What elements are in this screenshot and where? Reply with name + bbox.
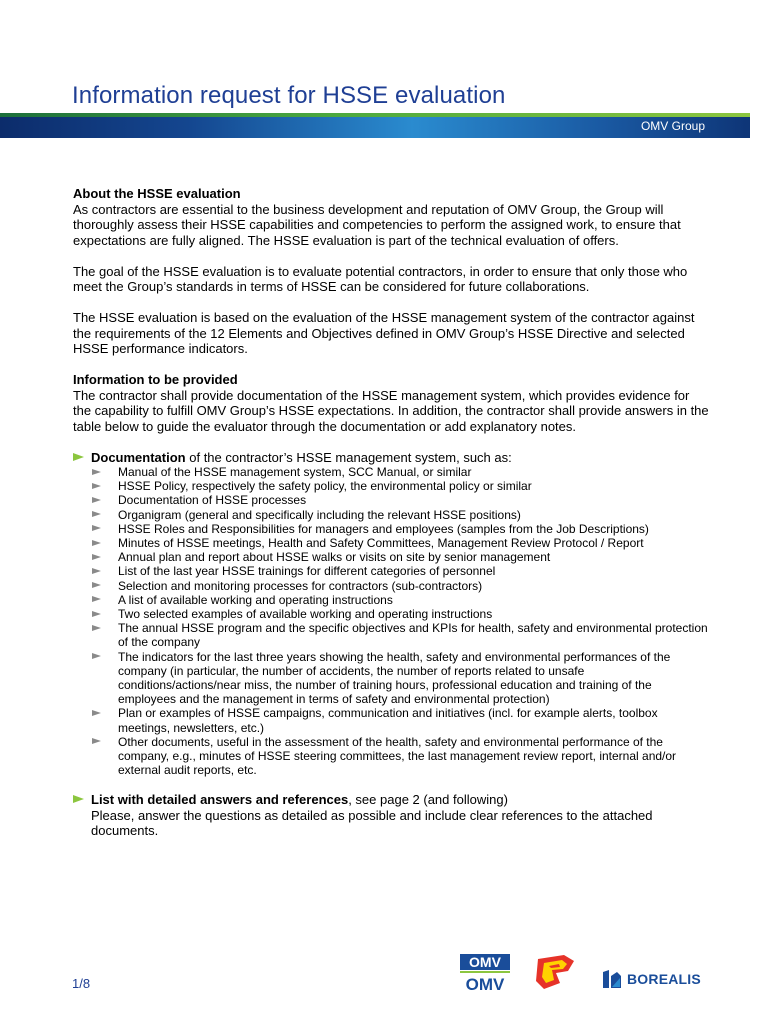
documentation-list — [91, 465, 709, 777]
grey-arrow-icon — [92, 568, 101, 574]
omv-logo — [458, 952, 512, 992]
documentation-list-item — [118, 650, 709, 707]
green-arrow-icon — [73, 453, 84, 461]
documentation-item-text: HSSE Policy, respectively the safety policy, the environmental policy or similar — [118, 479, 532, 494]
documentation-item-text: List of the last year HSSE trainings for different categories of personnel — [118, 564, 496, 579]
about-heading: About the HSSE evaluation — [73, 186, 241, 201]
documentation-item-text: Organigram (general and specifically including the relevant HSSE positions) — [118, 507, 521, 522]
header-blue-band — [0, 117, 750, 138]
documentation-list-item — [118, 706, 709, 734]
documentation-list-item — [118, 536, 709, 550]
answers-note: Please, answer the questions as detailed as possible and include clear references to the attached documents. — [91, 807, 653, 839]
about-paragraph-2: The goal of the HSSE evaluation is to evaluate potential contractors, in order to ensure that only those who meet the Group’s standards in terms of HSSE can be considered for future collaborations. — [73, 263, 688, 294]
answers-rest: , see page 2 (and following) — [348, 792, 508, 808]
grey-arrow-icon — [92, 582, 101, 588]
omv-logo-bottom-text: OMV — [465, 975, 505, 992]
info-paragraph: The contractor shall provide documentation of the HSSE management system, which provides evidence for the capability to fulfill OMV Group’s HSSE expectations. In addition, the contractor shall provide answers in the table below to guide the evaluator through the documentation or add explanatory notes. — [73, 387, 709, 434]
documentation-item-text: A list of available working and operating instructions — [118, 592, 393, 607]
documentation-item-text: HSSE Roles and Responsibilities for managers and employees (samples from the Job Descriptions) — [118, 521, 649, 536]
documentation-item-text: Other documents, useful in the assessment of the health, safety and environmental performance of the company, e.g., minutes of HSSE steering committees, the last management review report, internal and/or external audit reports, etc. — [118, 734, 677, 778]
grey-arrow-icon — [92, 497, 101, 503]
omv-logo-top-text: OMV — [469, 954, 501, 970]
grey-arrow-icon — [92, 596, 101, 602]
documentation-list-item — [118, 593, 709, 607]
answers-intro — [91, 792, 709, 808]
group-label: OMV Group — [640, 119, 705, 133]
documentation-list-item — [118, 621, 709, 649]
about-paragraph-3: The HSSE evaluation is based on the evaluation of the HSSE management system of the contractor against the requirements of the 12 Elements and Objectives defined in OMV Group’s HSSE Directive and selected HSSE performance indicators. — [73, 310, 695, 356]
grey-arrow-icon — [92, 469, 101, 475]
grey-arrow-icon — [92, 625, 101, 631]
documentation-rest: of the contractor’s HSSE management system, such as: — [185, 449, 512, 465]
borealis-logo-icon — [601, 968, 623, 990]
grey-arrow-icon — [92, 653, 101, 659]
grey-arrow-icon — [92, 738, 101, 744]
documentation-list-item — [118, 522, 709, 536]
documentation-item-text: Minutes of HSSE meetings, Health and Safety Committees, Management Review Protocol / Report — [118, 536, 644, 551]
documentation-list-item — [118, 465, 709, 479]
page-title: Information request for HSSE evaluation — [72, 82, 506, 109]
documentation-item-text: Selection and monitoring processes for contractors (sub-contractors) — [118, 578, 483, 593]
documentation-list-item — [118, 579, 709, 593]
info-section — [73, 372, 709, 434]
documentation-intro — [91, 450, 709, 466]
answers-bold: List with detailed answers and references — [91, 792, 349, 808]
about-paragraph-1: As contractors are essential to the business development and reputation of OMV Group, the Group will thoroughly assess their HSSE capabilities and competencies to perform the assigned work, to ensure that expectations are fully aligned. The HSSE evaluation is part of the technical evaluation of offers. — [73, 201, 681, 248]
mol-logo-icon — [534, 953, 578, 991]
grey-arrow-icon — [92, 540, 101, 546]
documentation-list-item — [118, 735, 709, 778]
borealis-logo-text: BOREALIS — [627, 971, 701, 987]
documentation-list-item — [118, 550, 709, 564]
documentation-bullet — [73, 450, 709, 778]
documentation-list-item — [118, 508, 709, 522]
documentation-item-text: Annual plan and report about HSSE walks or visits on site by senior management — [118, 550, 551, 565]
documentation-list-item — [118, 564, 709, 578]
page-number: 1/8 — [72, 976, 91, 991]
grey-arrow-icon — [92, 554, 101, 560]
green-arrow-icon — [73, 795, 84, 803]
documentation-list-item — [118, 493, 709, 507]
documentation-item-text: Documentation of HSSE processes — [118, 493, 307, 508]
documentation-item-text: The annual HSSE program and the specific objectives and KPIs for health, safety and environmental protection of the company — [118, 621, 708, 650]
documentation-item-text: Two selected examples of available working and operating instructions — [118, 607, 493, 622]
documentation-list-item — [118, 479, 709, 493]
borealis-logo — [601, 968, 711, 992]
grey-arrow-icon — [92, 511, 101, 517]
grey-arrow-icon — [92, 525, 101, 531]
documentation-item-text: The indicators for the last three years showing the health, safety and environmental performances of the company (in particular, the number of accidents, the number of reports related to unsafe conditions/actions/near miss, the number of training hours, professional education and training of the employees and the management in terms of safety and environmental protection) — [118, 649, 671, 707]
grey-arrow-icon — [92, 483, 101, 489]
documentation-item-text: Manual of the HSSE management system, SCC Manual, or similar — [118, 465, 472, 479]
about-section — [73, 186, 709, 248]
documentation-bold: Documentation — [91, 449, 186, 465]
documentation-item-text: Plan or examples of HSSE campaigns, communication and initiatives (incl. for example alerts, toolbox meetings, newsletters, etc.) — [118, 706, 658, 735]
info-heading: Information to be provided — [73, 372, 238, 387]
grey-arrow-icon — [92, 710, 101, 716]
answers-bullet — [73, 792, 709, 839]
document-body — [73, 186, 709, 839]
documentation-list-item — [118, 607, 709, 621]
grey-arrow-icon — [92, 611, 101, 617]
